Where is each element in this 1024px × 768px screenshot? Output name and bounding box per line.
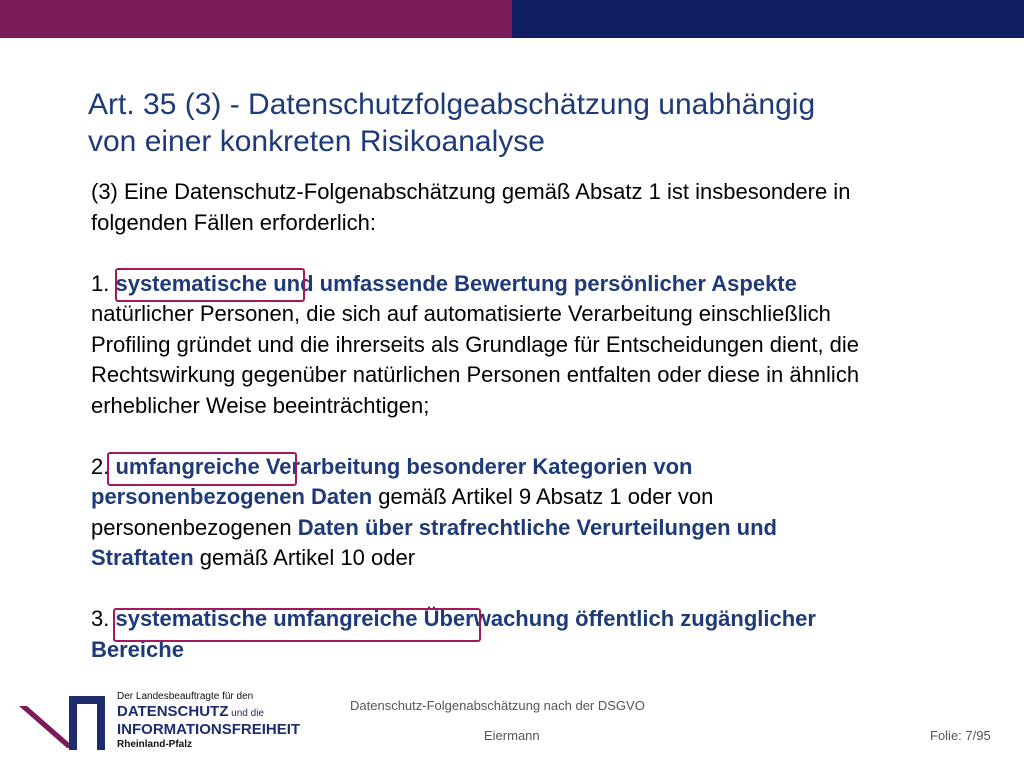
intro-line-2: folgenden Fällen erforderlich: xyxy=(91,209,376,235)
item-2-text-4: gemäß Artikel 10 oder xyxy=(193,545,416,570)
ldi-logo-text xyxy=(117,691,357,751)
item-1-line-5: erheblicher Weise beeinträchtigen; xyxy=(91,392,430,418)
item-2-text-3: personenbezogenen xyxy=(91,514,298,540)
header-bar-navy-segment xyxy=(512,0,1024,38)
slide-body xyxy=(91,177,991,665)
slide-title-line-2: von einer konkreten Risikoanalyse xyxy=(88,125,545,158)
highlight-box-systematische xyxy=(115,268,305,302)
item-2-emphasis-2: personenbezogenen Daten xyxy=(91,484,373,509)
item-1-line-3: Profiling gründet und die ihrerseits als Grundlage für Entscheidungen dient, die xyxy=(91,331,860,357)
item-1-number: 1. xyxy=(91,270,116,296)
slide-title xyxy=(88,86,988,160)
item-1-line-2: natürlicher Personen, die sich auf automatisierte Verarbeitung einschließlich xyxy=(91,301,831,326)
logo-line-1: Der Landesbeauftragte für den xyxy=(117,691,254,702)
header-bar-purple-segment xyxy=(0,0,512,38)
ldi-logo-mark-icon xyxy=(19,690,105,750)
item-2-number: 2. xyxy=(91,453,116,479)
item-2-emphasis-4: Straftaten xyxy=(91,545,194,570)
intro-line-1: (3) Eine Datenschutz-Folgenabschätzung gemäß Absatz 1 ist insbesondere in xyxy=(91,179,851,204)
item-2-text-2: gemäß Artikel 9 Absatz 1 oder von xyxy=(372,484,714,509)
footer-author: Eiermann xyxy=(484,728,540,743)
logo-und-die: und die xyxy=(228,708,264,719)
header-bar xyxy=(0,0,1024,38)
logo-line-3: INFORMATIONSFREIHEIT xyxy=(117,721,301,738)
logo-line-2 xyxy=(117,703,357,721)
item-3-emphasis-2: Bereiche xyxy=(91,636,184,662)
spacer xyxy=(91,421,991,452)
spacer xyxy=(91,574,991,605)
item-3-number: 3. xyxy=(91,606,116,631)
item-2-line-3 xyxy=(91,513,991,544)
footer-presentation-title: Datenschutz-Folgenabschätzung nach der DSGVO xyxy=(350,698,645,713)
item-2-emphasis-3: Daten über strafrechtliche Verurteilungen und xyxy=(297,514,777,540)
item-2-emphasis: umfangreiche Verarbeitung besonderer Kategorien von xyxy=(115,453,693,479)
item-3-emphasis: systematische umfangreiche Überwachung öffentlich zugänglicher xyxy=(115,606,816,631)
highlight-box-umfangreiche xyxy=(107,452,297,486)
item-2-line-2 xyxy=(91,482,991,513)
logo-line-4: Rheinland-Pfalz xyxy=(117,739,193,750)
slide-title-line-1: Art. 35 (3) - Datenschutzfolgeabschätzung unabhängig xyxy=(88,88,816,121)
logo-datenschutz: DATENSCHUTZ xyxy=(117,703,229,720)
item-2-line-4 xyxy=(91,543,991,574)
spacer xyxy=(91,238,991,269)
footer-page-number: Folie: 7/95 xyxy=(930,728,991,743)
item-1-emphasis: systematische und umfassende Bewertung persönlicher Aspekte xyxy=(115,270,797,296)
highlight-box-systematische-umfangreiche xyxy=(113,608,481,642)
item-1-line-4: Rechtswirkung gegenüber natürlichen Personen entfalten oder diese in ähnlich xyxy=(91,362,860,387)
